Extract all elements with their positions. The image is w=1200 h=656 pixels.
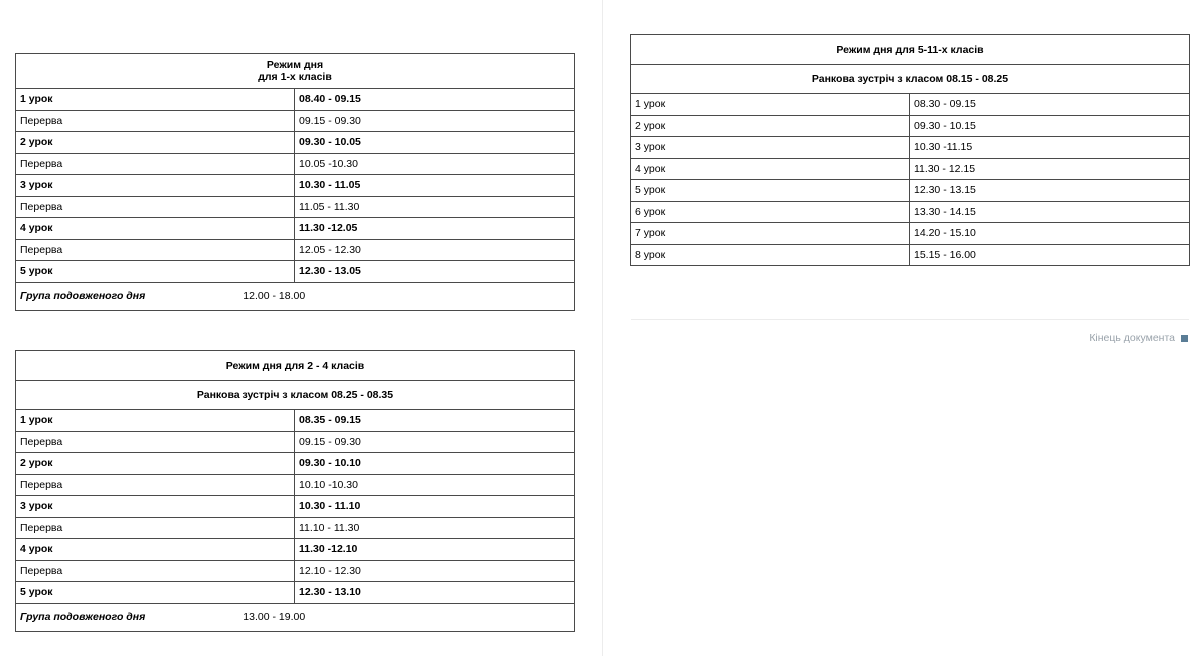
row-time: 14.20 - 15.10 bbox=[910, 223, 1190, 245]
table-row bbox=[16, 132, 575, 154]
row-label: 3 урок bbox=[16, 175, 295, 197]
row-time: 10.30 - 11.05 bbox=[295, 175, 575, 197]
extended-day-time: 12.00 - 18.00 bbox=[243, 290, 306, 302]
end-of-document-label: Кінець документа bbox=[1089, 332, 1175, 344]
row-label: 4 урок bbox=[631, 158, 910, 180]
table-row bbox=[16, 474, 575, 496]
row-label: 1 урок bbox=[16, 410, 295, 432]
row-label: Перерва bbox=[16, 517, 295, 539]
table-row bbox=[631, 223, 1190, 245]
row-label: 4 урок bbox=[16, 218, 295, 240]
table-title bbox=[16, 54, 575, 89]
row-time: 11.30 - 12.15 bbox=[910, 158, 1190, 180]
row-time: 12.05 - 12.30 bbox=[295, 239, 575, 261]
extended-day-cell bbox=[16, 603, 575, 631]
schedule-table-grade-1 bbox=[15, 53, 575, 311]
row-label: 4 урок bbox=[16, 539, 295, 561]
table-row bbox=[16, 239, 575, 261]
row-label: 1 урок bbox=[16, 89, 295, 111]
table-row bbox=[631, 94, 1190, 116]
morning-meeting: Ранкова зустріч з класом 08.15 - 08.25 bbox=[631, 65, 1190, 94]
table-row bbox=[16, 153, 575, 175]
row-time: 12.30 - 13.05 bbox=[295, 261, 575, 283]
table-row bbox=[16, 196, 575, 218]
row-time: 12.30 - 13.10 bbox=[295, 582, 575, 604]
extended-day-time: 13.00 - 19.00 bbox=[243, 611, 306, 623]
table-row bbox=[631, 180, 1190, 202]
end-divider bbox=[631, 319, 1189, 320]
row-time: 10.10 -10.30 bbox=[295, 474, 575, 496]
row-label: Перерва bbox=[16, 239, 295, 261]
row-label: 2 урок bbox=[16, 132, 295, 154]
row-label: 2 урок bbox=[631, 115, 910, 137]
schedule-table-grades-5-11 bbox=[630, 34, 1190, 266]
page-divider bbox=[602, 0, 603, 656]
row-label: 2 урок bbox=[16, 453, 295, 475]
table-row bbox=[16, 496, 575, 518]
table-row bbox=[16, 539, 575, 561]
row-time: 08.40 - 09.15 bbox=[295, 89, 575, 111]
row-time: 09.30 - 10.15 bbox=[910, 115, 1190, 137]
row-time: 11.30 -12.10 bbox=[295, 539, 575, 561]
table-title: Режим дня для 5-11-х класів bbox=[631, 35, 1190, 65]
row-label: Перерва bbox=[16, 474, 295, 496]
row-time: 09.15 - 09.30 bbox=[295, 110, 575, 132]
row-label: Перерва bbox=[16, 560, 295, 582]
row-time: 11.10 - 11.30 bbox=[295, 517, 575, 539]
row-label: Перерва bbox=[16, 431, 295, 453]
row-time: 15.15 - 16.00 bbox=[910, 244, 1190, 266]
end-of-document bbox=[1089, 332, 1188, 344]
table-row bbox=[16, 410, 575, 432]
row-time: 10.30 -11.15 bbox=[910, 137, 1190, 159]
row-time: 09.30 - 10.05 bbox=[295, 132, 575, 154]
table-row bbox=[16, 218, 575, 240]
table-row bbox=[16, 517, 575, 539]
row-label: Перерва bbox=[16, 196, 295, 218]
table-row bbox=[16, 431, 575, 453]
table-title: Режим дня для 2 - 4 класів bbox=[16, 351, 575, 381]
table-row bbox=[16, 110, 575, 132]
row-label: 5 урок bbox=[631, 180, 910, 202]
row-time: 09.15 - 09.30 bbox=[295, 431, 575, 453]
morning-meeting: Ранкова зустріч з класом 08.25 - 08.35 bbox=[16, 381, 575, 410]
extended-day-row bbox=[16, 603, 575, 631]
row-label: 6 урок bbox=[631, 201, 910, 223]
table-title-line2: для 1-х класів bbox=[258, 71, 332, 83]
row-label: 3 урок bbox=[631, 137, 910, 159]
row-time: 12.10 - 12.30 bbox=[295, 560, 575, 582]
row-label: Перерва bbox=[16, 110, 295, 132]
row-time: 13.30 - 14.15 bbox=[910, 201, 1190, 223]
table-row bbox=[16, 582, 575, 604]
table-row bbox=[631, 201, 1190, 223]
end-square-icon bbox=[1181, 335, 1188, 342]
table-row bbox=[16, 175, 575, 197]
table-row bbox=[16, 89, 575, 111]
table-row bbox=[16, 560, 575, 582]
row-label: 8 урок bbox=[631, 244, 910, 266]
table-row bbox=[631, 244, 1190, 266]
row-label: 5 урок bbox=[16, 582, 295, 604]
row-time: 11.30 -12.05 bbox=[295, 218, 575, 240]
row-time: 10.05 -10.30 bbox=[295, 153, 575, 175]
row-label: Перерва bbox=[16, 153, 295, 175]
schedule-table-grades-2-4 bbox=[15, 350, 575, 632]
table-row bbox=[631, 137, 1190, 159]
row-time: 10.30 - 11.10 bbox=[295, 496, 575, 518]
row-time: 08.35 - 09.15 bbox=[295, 410, 575, 432]
row-time: 12.30 - 13.15 bbox=[910, 180, 1190, 202]
table-row bbox=[631, 158, 1190, 180]
row-label: 7 урок bbox=[631, 223, 910, 245]
row-time: 09.30 - 10.10 bbox=[295, 453, 575, 475]
table-row bbox=[631, 115, 1190, 137]
table-row bbox=[16, 261, 575, 283]
table-title-line1: Режим дня bbox=[266, 59, 324, 71]
extended-day-label: Група подовженого дня bbox=[20, 611, 146, 623]
extended-day-row bbox=[16, 282, 575, 310]
extended-day-cell bbox=[16, 282, 575, 310]
row-label: 3 урок bbox=[16, 496, 295, 518]
table-row bbox=[16, 453, 575, 475]
row-label: 5 урок bbox=[16, 261, 295, 283]
extended-day-label: Група подовженого дня bbox=[20, 290, 146, 302]
row-time: 08.30 - 09.15 bbox=[910, 94, 1190, 116]
row-time: 11.05 - 11.30 bbox=[295, 196, 575, 218]
row-label: 1 урок bbox=[631, 94, 910, 116]
